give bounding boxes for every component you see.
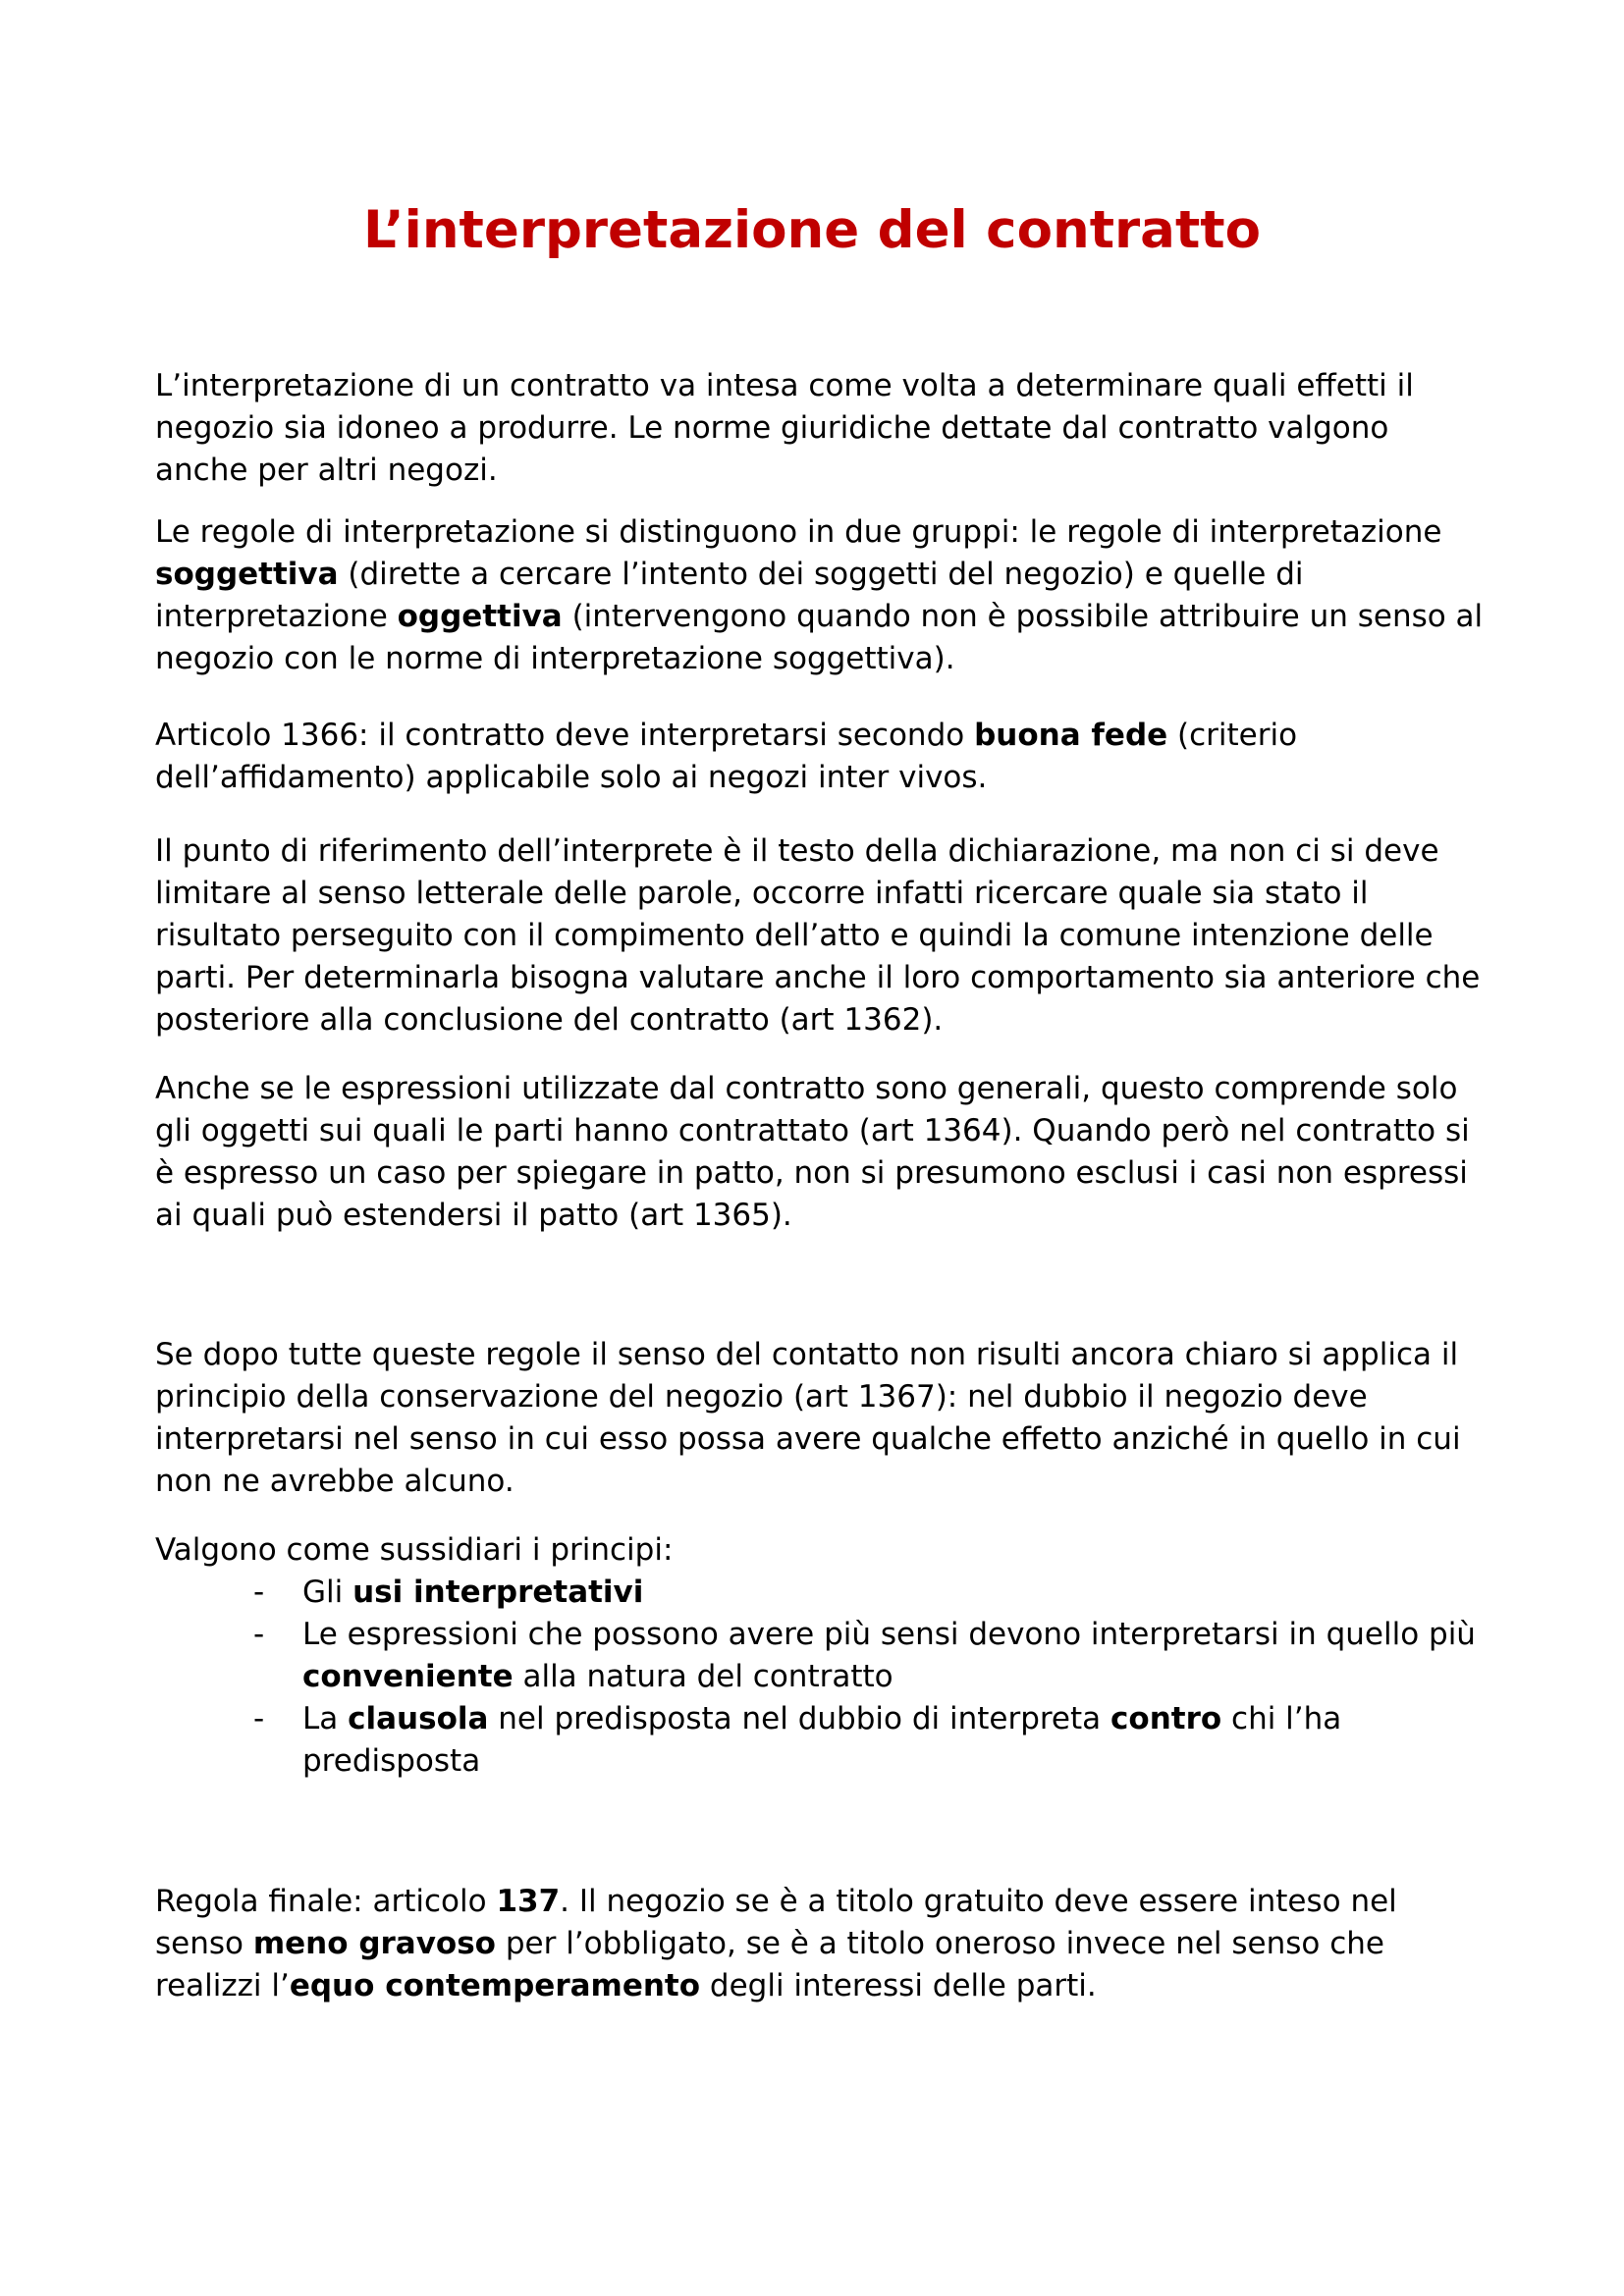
paragraph-article-1366: [155, 715, 1490, 799]
bold-term: buona fede: [974, 718, 1168, 753]
paragraph-text: Articolo 1366: il contratto deve interpretarsi secondo: [155, 718, 975, 753]
paragraph-text: degli interessi delle parti.: [700, 1968, 1097, 2003]
paragraph-text: (intervengono quando non è possibile attribuire un senso al negozio con le norme di interpretazione soggettiva).: [155, 599, 1484, 676]
bullet-dash: -: [253, 1575, 265, 1610]
list-item: [155, 1572, 1490, 1614]
bold-term: conveniente: [302, 1659, 514, 1694]
paragraph-text: Regola finale: articolo: [155, 1884, 497, 1919]
list-item-text: La: [302, 1701, 349, 1736]
bold-term: meno gravoso: [252, 1926, 496, 1961]
list-item-text: chi l’ha predisposta: [302, 1701, 1342, 1779]
paragraph-rule-groups: [155, 511, 1490, 680]
paragraph-definition: [155, 365, 1490, 492]
bold-term: 137: [496, 1884, 561, 1919]
paragraph-text: (criterio dell’affidamento) applicabile solo ai negozi inter vivos.: [155, 718, 1298, 795]
paragraph-text: Le regole di interpretazione si distinguono in due gruppi: le regole di interpretazione: [155, 514, 1442, 550]
bullet-dash: -: [253, 1617, 265, 1652]
bold-term: soggettiva: [155, 557, 339, 592]
paragraph-final-rule: [155, 1881, 1490, 2007]
list-item-text: nel predisposta nel dubbio di interpreta: [488, 1701, 1111, 1736]
paragraph-text: Valgono come sussidiari i principi:: [155, 1532, 674, 1568]
paragraph-text: Se dopo tutte queste regole il senso del contatto non risulti ancora chiaro si applica il principio della conservazione del negozio (art 1367): nel dubbio il negozio deve interpretarsi nel senso in cui esso possa avere qualche effetto anziché in quello in cui non ne avrebbe alcuno.: [155, 1337, 1461, 1499]
list-item-text: Gli: [302, 1575, 353, 1610]
paragraph-text: Anche se le espressioni utilizzate dal contratto sono generali, questo comprende solo gli oggetti sui quali le parti hanno contrattato (art 1364). Quando però nel contratto si è espresso un caso per spiegare in patto, non si presumono esclusi i casi non espressi ai quali può estendersi il patto (art 1365).: [155, 1071, 1470, 1233]
paragraph-text: (dirette a cercare l’intento dei soggetti del negozio) e quelle di interpretazione: [155, 557, 1304, 634]
paragraph-text: L’interpretazione di un contratto va intesa come volta a determinare quali effetti il negozio sia idoneo a produrre. Le norme giuridiche dettate dal contratto valgono anche per altri negozi.: [155, 368, 1414, 488]
document-title: L’interpretazione del contratto: [362, 200, 1262, 260]
bullet-dash: -: [253, 1701, 265, 1736]
paragraph-subsidiary-intro: [155, 1529, 1490, 1572]
paragraph-text: per l’obbligato, se è a titolo oneroso invece nel senso che realizzi l’: [155, 1926, 1385, 2003]
bold-term: oggettiva: [397, 599, 563, 634]
list-item-text: alla natura del contratto: [513, 1659, 893, 1694]
paragraph-conservation: [155, 1334, 1490, 1503]
subsidiary-principles-list: [155, 1572, 1490, 1783]
paragraph-text: Il punto di riferimento dell’interprete è il testo della dichiarazione, ma non ci si deve limitare al senso letterale delle parole, occorre infatti ricercare quale sia stato il risultato perseguito con il compimento dell’atto e quindi la comune intenzione delle parti. Per determinarla bisogna valutare anche il loro comportamento sia anteriore che posteriore alla conclusione del contratto (art 1362).: [155, 833, 1481, 1038]
paragraph-text: . Il negozio se è a titolo gratuito deve essere inteso nel senso: [155, 1884, 1397, 1961]
bold-term: contro: [1110, 1701, 1222, 1736]
list-item-text: Le espressioni che possono avere più sensi devono interpretarsi in quello più: [302, 1617, 1476, 1652]
list-item: [155, 1698, 1490, 1783]
bold-term: usi interpretativi: [352, 1575, 644, 1610]
paragraph-expressions: [155, 1068, 1490, 1237]
bold-term: clausola: [348, 1701, 489, 1736]
list-item: [155, 1614, 1490, 1698]
bold-term: equo contemperamento: [289, 1968, 701, 2003]
paragraph-interpreter: [155, 830, 1490, 1041]
